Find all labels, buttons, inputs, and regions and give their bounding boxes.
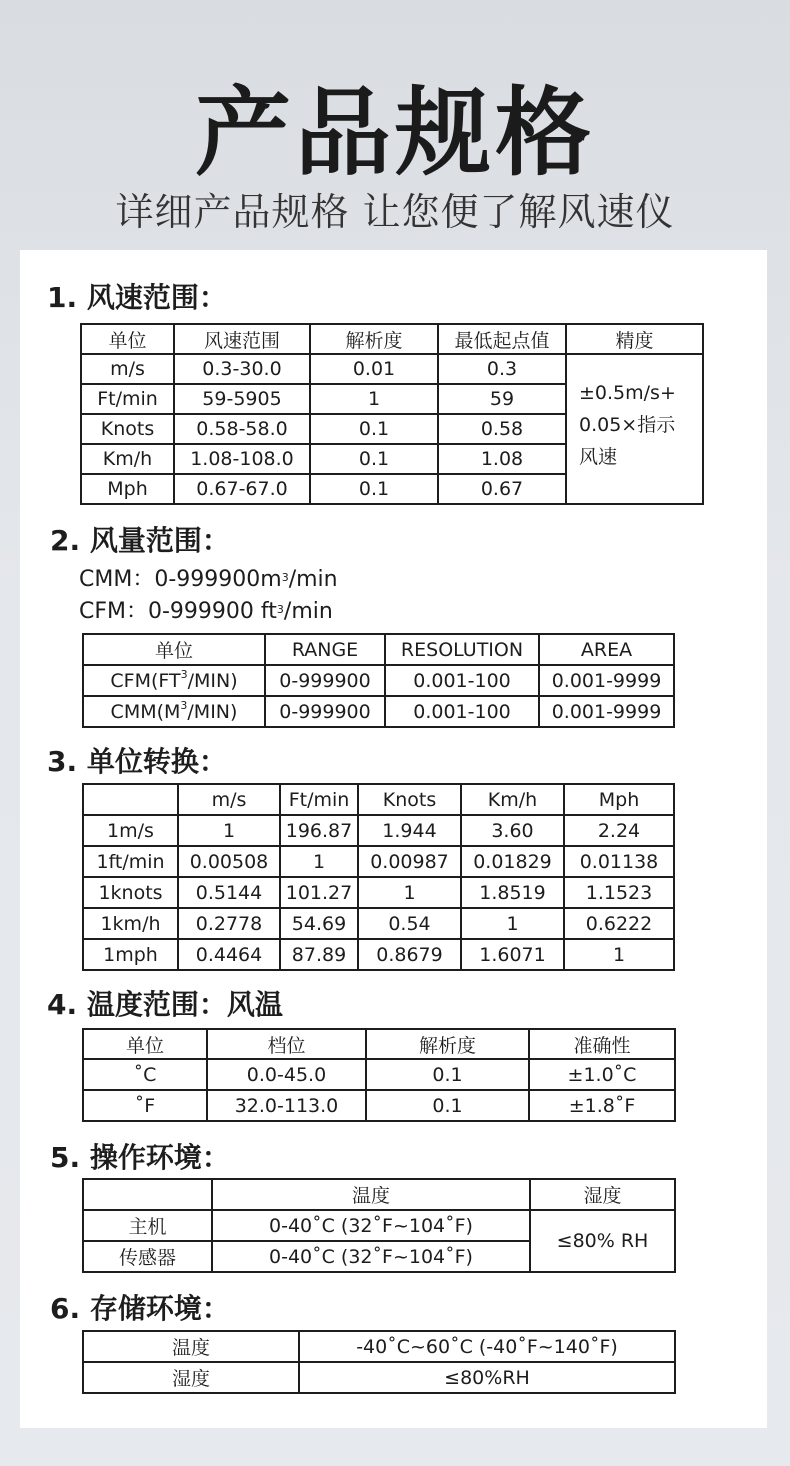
table-header-cell: 单位 xyxy=(81,324,174,354)
table-cell: 0.1 xyxy=(310,414,438,444)
table-cell: Knots xyxy=(81,414,174,444)
table-cell: -40˚C~60˚C (-40˚F~140˚F) xyxy=(299,1331,675,1362)
table-cell: 1 xyxy=(564,939,674,970)
air-volume-table xyxy=(82,633,675,728)
section-title-wind-speed: 1. 风速范围： xyxy=(47,281,227,314)
table-header-cell: 温度 xyxy=(212,1179,530,1210)
table-header-cell: Km/h xyxy=(461,784,564,815)
table-cell: 0-40˚C (32˚F~104˚F) xyxy=(212,1241,530,1272)
table-cell: 1knots xyxy=(83,877,178,908)
table-header-cell: Mph xyxy=(564,784,674,815)
table-header-cell xyxy=(83,784,178,815)
table-header-cell: 准确性 xyxy=(529,1029,675,1059)
table-cell: ˚F xyxy=(83,1090,207,1121)
table-cell: 0.8679 xyxy=(358,939,461,970)
table-header-cell: 单位 xyxy=(83,1029,207,1059)
table-header-cell: RANGE xyxy=(265,634,385,665)
table-cell: 0.54 xyxy=(358,908,461,939)
table-header-cell: m/s xyxy=(178,784,280,815)
table-cell: m/s xyxy=(81,354,174,384)
table-cell: 1 xyxy=(280,846,358,877)
humidity-cell: ≤80% RH xyxy=(530,1210,675,1272)
table-cell: 1.08-108.0 xyxy=(174,444,310,474)
table-cell: 0.01 xyxy=(310,354,438,384)
table-row xyxy=(81,354,703,384)
table-cell: 0.6222 xyxy=(564,908,674,939)
precision-cell xyxy=(566,354,703,504)
table-cell: 传感器 xyxy=(83,1241,212,1272)
table-cell: 0.001-9999 xyxy=(539,696,674,727)
table-row xyxy=(83,1362,675,1393)
precision-line: 风速 xyxy=(579,446,618,468)
table-cell: Mph xyxy=(81,474,174,504)
wind-speed-table xyxy=(80,323,704,505)
table-row xyxy=(83,877,674,908)
precision-line: ±0.5m/s+ xyxy=(579,382,676,404)
table-cell: $CMM(M^3/MIN)$ xyxy=(83,696,265,727)
table-row xyxy=(83,1210,675,1241)
table-cell: ±1.0˚C xyxy=(529,1059,675,1090)
section-title-unit-conversion: 3. 单位转换： xyxy=(47,745,227,778)
unit-conversion-table xyxy=(82,783,675,971)
table-cell: 3.60 xyxy=(461,815,564,846)
table-cell: 1mph xyxy=(83,939,178,970)
section-title-storage-env: 6. 存储环境： xyxy=(50,1292,230,1325)
table-cell: 0.67-67.0 xyxy=(174,474,310,504)
table-cell: 湿度 xyxy=(83,1362,299,1393)
table-header-cell: 解析度 xyxy=(366,1029,529,1059)
table-cell: 32.0-113.0 xyxy=(207,1090,366,1121)
table-cell: 0.58 xyxy=(438,414,566,444)
table-cell: 1.1523 xyxy=(564,877,674,908)
table-cell: ˚C xyxy=(83,1059,207,1090)
table-cell: 主机 xyxy=(83,1210,212,1241)
table-cell: ±1.8˚F xyxy=(529,1090,675,1121)
precision-line: 0.05×指示 xyxy=(579,414,676,436)
table-cell: 0.01829 xyxy=(461,846,564,877)
table-header-cell: 最低起点值 xyxy=(438,324,566,354)
table-cell: 1 xyxy=(358,877,461,908)
section-title-air-volume: 2. 风量范围： xyxy=(50,524,230,557)
table-row xyxy=(83,908,674,939)
page-subtitle: 详细产品规格 让您便了解风速仪 xyxy=(115,190,675,234)
table-cell: 0.67 xyxy=(438,474,566,504)
table-cell: 1ft/min xyxy=(83,846,178,877)
table-header-cell: 解析度 xyxy=(310,324,438,354)
table-cell: 1 xyxy=(310,384,438,414)
table-cell: 0.5144 xyxy=(178,877,280,908)
table-cell: 0.1 xyxy=(366,1059,529,1090)
table-cell: 0.1 xyxy=(310,474,438,504)
table-cell: 1m/s xyxy=(83,815,178,846)
table-cell: 0.001-100 xyxy=(385,696,539,727)
table-header-cell: 风速范围 xyxy=(174,324,310,354)
section-title-operating-env: 5. 操作环境： xyxy=(50,1141,230,1174)
table-cell: 0.001-9999 xyxy=(539,665,674,696)
table-cell: 0.2778 xyxy=(178,908,280,939)
table-cell: Km/h xyxy=(81,444,174,474)
table-row xyxy=(83,665,674,696)
table-cell: 0.01138 xyxy=(564,846,674,877)
table-cell: 59 xyxy=(438,384,566,414)
table-cell: 0.0-45.0 xyxy=(207,1059,366,1090)
operating-env-table xyxy=(82,1178,676,1273)
table-cell: 1km/h xyxy=(83,908,178,939)
table-cell: 0.00987 xyxy=(358,846,461,877)
table-row xyxy=(83,939,674,970)
table-cell: 1 xyxy=(178,815,280,846)
table-cell: 1.8519 xyxy=(461,877,564,908)
table-cell: ≤80%RH xyxy=(299,1362,675,1393)
table-cell: $CFM(FT^3/MIN)$ xyxy=(83,665,265,696)
table-header-cell: Knots xyxy=(358,784,461,815)
table-header-cell: 精度 xyxy=(566,324,703,354)
table-row xyxy=(83,815,674,846)
table-cell: 温度 xyxy=(83,1331,299,1362)
table-cell: 1.08 xyxy=(438,444,566,474)
table-row xyxy=(83,696,674,727)
table-cell: 0.00508 xyxy=(178,846,280,877)
section-title-temperature: 4. 温度范围：风温 xyxy=(47,988,283,1021)
storage-env-table xyxy=(82,1330,676,1394)
table-cell: 0.4464 xyxy=(178,939,280,970)
table-header-cell: 单位 xyxy=(83,634,265,665)
table-header-cell: RESOLUTION xyxy=(385,634,539,665)
table-cell: 59-5905 xyxy=(174,384,310,414)
table-row xyxy=(83,1331,675,1362)
temperature-table xyxy=(82,1028,676,1122)
table-cell: Ft/min xyxy=(81,384,174,414)
table-cell: 0-999900 xyxy=(265,696,385,727)
table-cell: 0.58-58.0 xyxy=(174,414,310,444)
table-header-cell: Ft/min xyxy=(280,784,358,815)
table-row xyxy=(83,846,674,877)
table-cell: 54.69 xyxy=(280,908,358,939)
table-header-cell xyxy=(83,1179,212,1210)
table-cell: 0-40˚C (32˚F~104˚F) xyxy=(212,1210,530,1241)
page-title: 产品规格 xyxy=(195,77,595,189)
table-header-cell: AREA xyxy=(539,634,674,665)
table-cell: 101.27 xyxy=(280,877,358,908)
table-cell: 0.1 xyxy=(366,1090,529,1121)
table-cell: 1.944 xyxy=(358,815,461,846)
table-header-cell: 湿度 xyxy=(530,1179,675,1210)
cmm-range-line: CMM：$0-999900m^3/\min$ xyxy=(79,567,338,592)
table-cell: 1.6071 xyxy=(461,939,564,970)
table-cell: 1 xyxy=(461,908,564,939)
table-header-cell: 档位 xyxy=(207,1029,366,1059)
table-cell: 0.3 xyxy=(438,354,566,384)
cfm-range-line: CFM：0-999900 $ft^3/\min$ xyxy=(79,599,333,624)
table-row xyxy=(83,1090,675,1121)
table-cell: 196.87 xyxy=(280,815,358,846)
table-cell: 0-999900 xyxy=(265,665,385,696)
table-cell: 87.89 xyxy=(280,939,358,970)
table-row xyxy=(83,1059,675,1090)
table-cell: 0.001-100 xyxy=(385,665,539,696)
table-cell: 2.24 xyxy=(564,815,674,846)
table-cell: 0.3-30.0 xyxy=(174,354,310,384)
table-cell: 0.1 xyxy=(310,444,438,474)
